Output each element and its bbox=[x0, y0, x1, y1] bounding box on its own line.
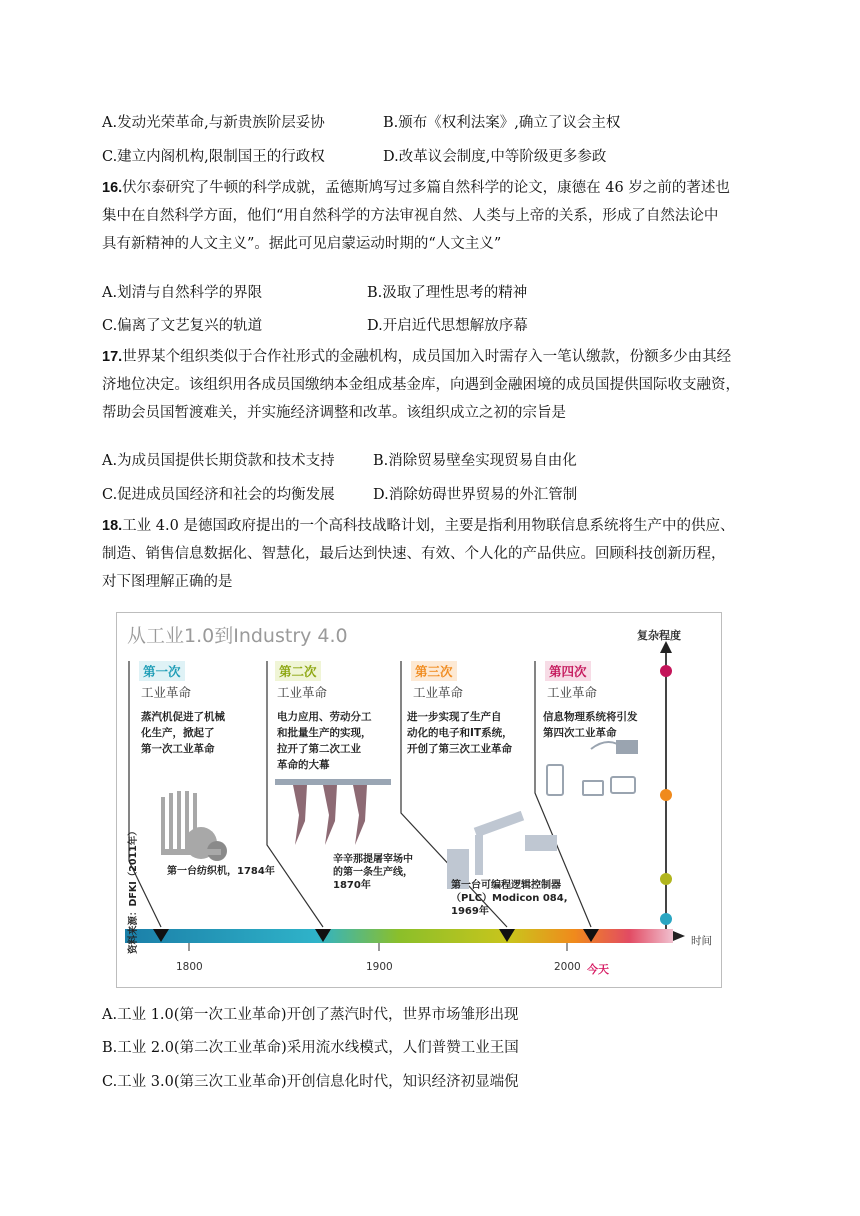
timeline-arrow bbox=[673, 931, 685, 941]
level-dot-1 bbox=[660, 913, 672, 925]
q16-option-c: C.偏离了文艺复兴的轨道 bbox=[102, 318, 263, 334]
desc-line: 电力应用、劳动分工 bbox=[277, 711, 372, 723]
revolution-2-subtitle: 工业革命 bbox=[277, 685, 328, 700]
revolution-3-description bbox=[407, 709, 513, 757]
revolution-1-description bbox=[141, 709, 225, 757]
desc-line: 和批量生产的实现， bbox=[277, 727, 372, 739]
level-dot-2 bbox=[660, 873, 672, 885]
desc-line: 拉开了第二次工业 bbox=[277, 743, 361, 755]
q16-option-a: A.划清与自然科学的界限 bbox=[102, 285, 263, 301]
q18-option-c: C.工业 3.0(第三次工业革命)开创信息化时代，知识经济初显端倪 bbox=[102, 1074, 519, 1090]
question-text-line: 制造、销售信息数据化、智慧化，最后达到快速、有效、个人化的产品供应。回顾科技创新历程， bbox=[102, 546, 726, 562]
revolution-4-description bbox=[543, 709, 638, 741]
desc-line: 动化的电子和IT系统， bbox=[407, 727, 513, 739]
complexity-label: 复杂程度 bbox=[637, 629, 681, 642]
q18-option-b: B.工业 2.0(第二次工业革命)采用流水线模式，人们普赞工业王国 bbox=[102, 1040, 519, 1056]
question-17 bbox=[102, 343, 762, 427]
desc-line: 开创了第三次工业革命 bbox=[407, 743, 512, 755]
question-text-line: 集中在自然科学方面，他们“用自然科学的方法审视自然、人类与上帝的关系，形成了自然法论中 bbox=[102, 208, 719, 224]
question-16 bbox=[102, 174, 762, 258]
industry-timeline-figure bbox=[116, 612, 722, 988]
source-note: 资料来源：DFKI（2011年） bbox=[128, 826, 139, 954]
event-1784 bbox=[167, 865, 275, 878]
q17-option-a: A.为成员国提供长期贷款和技术支持 bbox=[102, 453, 335, 469]
robot-arm-illustration bbox=[447, 811, 557, 889]
revolution-4-subtitle: 工业革命 bbox=[547, 685, 598, 700]
revolution-4-title: 第四次 bbox=[545, 661, 591, 681]
revolution-3-subtitle: 工业革命 bbox=[413, 685, 464, 700]
q16-option-d: D.开启近代思想解放序幕 bbox=[367, 318, 528, 334]
q15-option-d: D.改革议会制度,中等阶级更多参政 bbox=[383, 149, 607, 165]
q15-option-c: C.建立内阁机构,限制国王的行政权 bbox=[102, 149, 325, 165]
question-text-line: 对下图理解正确的是 bbox=[102, 574, 233, 590]
desc-line: 信息物理系统将引发 bbox=[543, 711, 638, 723]
revolution-3-title: 第三次 bbox=[411, 661, 457, 681]
question-text-line: 帮助会员国暂渡难关，并实施经济调整和改革。该组织成立之初的宗旨是 bbox=[102, 405, 566, 421]
event-line: 的第一条生产线， bbox=[333, 867, 413, 878]
event-line: 辛辛那提屠宰场中 bbox=[333, 854, 413, 865]
assembly-line-illustration bbox=[275, 779, 391, 845]
year-label-2000: 2000 bbox=[554, 961, 581, 973]
event-line: 第一台可编程逻辑控制器 bbox=[451, 880, 561, 891]
event-line: 第一台纺织机，1784年 bbox=[167, 866, 275, 877]
question-text-line: 济地位决定。该组织用各成员国缴纳本金组成基金库，向遇到金融困境的成员国提供国际收支融资， bbox=[102, 377, 740, 393]
figure-title: 从工业1.0到Industry 4.0 bbox=[127, 625, 348, 647]
desc-line: 蒸汽机促进了机械 bbox=[141, 711, 225, 723]
event-line: 1969年 bbox=[451, 906, 489, 917]
today-label: 今天 bbox=[587, 963, 609, 976]
desc-line: 化生产，掀起了 bbox=[141, 727, 215, 739]
q17-option-d: D.消除妨碍世界贸易的外汇管制 bbox=[373, 487, 578, 503]
question-text-line: 具有新精神的人文主义”。据此可见启蒙运动时期的“人文主义” bbox=[102, 236, 502, 252]
level-dot-4 bbox=[660, 665, 672, 677]
event-line: 1870年 bbox=[333, 880, 371, 891]
year-label-1900: 1900 bbox=[366, 961, 393, 973]
year-label-1800: 1800 bbox=[176, 961, 203, 973]
desc-line: 第四次工业革命 bbox=[543, 727, 617, 739]
event-1870 bbox=[333, 853, 413, 892]
q18-option-a: A.工业 1.0(第一次工业革命)开创了蒸汽时代，世界市场雏形出现 bbox=[102, 1007, 519, 1023]
revolution-1-subtitle: 工业革命 bbox=[141, 685, 192, 700]
q16-option-b: B.汲取了理性思考的精神 bbox=[367, 285, 528, 301]
devices-illustration bbox=[547, 741, 637, 795]
question-text-line: 世界某个组织类似于合作社形式的金融机构，成员国加入时需存入一笔认缴款，份额多少由其经 bbox=[122, 349, 732, 365]
question-number: 17. bbox=[102, 349, 123, 365]
time-axis-label: 时间 bbox=[691, 935, 712, 947]
question-number: 16. bbox=[102, 180, 123, 196]
desc-line: 第一次工业革命 bbox=[141, 743, 215, 755]
q17-option-c: C.促进成员国经济和社会的均衡发展 bbox=[102, 487, 335, 503]
question-text-line: 伏尔泰研究了牛顿的科学成就，孟德斯鸠写过多篇自然科学的论文，康德在 46 岁之前的著述也 bbox=[122, 180, 730, 196]
revolution-2-description bbox=[277, 709, 372, 773]
level-dot-3 bbox=[660, 789, 672, 801]
q17-option-b: B.消除贸易壁垒实现贸易自由化 bbox=[373, 453, 577, 469]
spinning-machine-illustration bbox=[161, 791, 227, 861]
revolution-2-title: 第二次 bbox=[275, 661, 321, 681]
desc-line: 进一步实现了生产自 bbox=[407, 711, 502, 723]
question-number: 18. bbox=[102, 518, 123, 534]
question-18 bbox=[102, 512, 762, 596]
revolution-1-title: 第一次 bbox=[139, 661, 185, 681]
q15-option-b: B.颁布《权利法案》,确立了议会主权 bbox=[383, 115, 621, 131]
question-text-line: 工业 4.0 是德国政府提出的一个高科技战略计划，主要是指利用物联信息系统将生产中的供应、 bbox=[122, 518, 735, 534]
desc-line: 革命的大幕 bbox=[277, 759, 330, 771]
event-1969 bbox=[451, 879, 568, 918]
q15-option-a: A.发动光荣革命,与新贵族阶层妥协 bbox=[102, 115, 325, 131]
event-line: （PLC）Modicon 084, bbox=[451, 893, 568, 904]
